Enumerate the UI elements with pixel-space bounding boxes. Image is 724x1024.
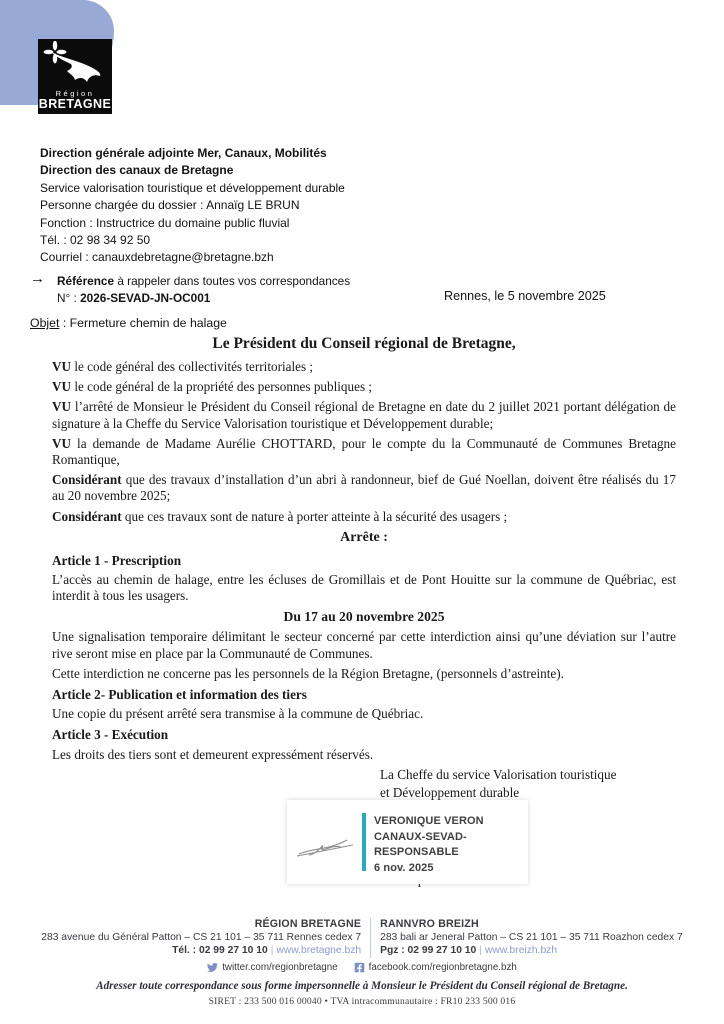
electronic-signature-stamp [287,800,528,884]
objet-text: : Fermeture chemin de halage [59,316,227,330]
considerant-text: que des travaux d’installation d’un abri à randonneur, bief de Gué Noellan, doivent être réalisés du 17 au 20 novembre 2025; [52,472,676,504]
vu-lead: VU [52,359,72,374]
reference-number: 2026-SEVAD-JN-OC001 [80,291,211,305]
vu-text: l’arrêté de Monsieur le Président du Conseil régional de Bretagne en date du 2 juillet 2021 portant délégation de signature à la Cheffe du Service Valorisation touristique et Développement durable; [52,399,676,431]
stamp-name: VERONIQUE VERON [374,815,484,827]
signatory-role-line1: La Cheffe du service Valorisation touristique [380,767,617,782]
footer-social-row [0,962,724,974]
considerant-paragraph [52,472,676,504]
footer-fr-tel: Tél. : 02 99 27 10 10 [172,945,268,957]
place-date-line: Rennes, le 5 novembre 2025 [444,289,606,303]
vu-text: le code général de la propriété des personnes publiques ; [71,379,373,395]
article-1-title: Article 1 - Prescription [52,552,182,568]
stamp-text-block [374,814,528,876]
footer-fr-name: RÉGION BRETAGNE [254,918,362,930]
footer-br-name: RANNVRO BREIZH [380,918,479,930]
sender-fonction: Fonction : Instructrice du domaine public fluvial [40,215,290,230]
considerant-lead: Considérant [52,508,122,524]
considerant-text: que ces travaux sont de nature à porter atteinte à la sécurité des usagers ; [121,508,508,524]
footer-fr-contact [41,944,361,957]
stamp-date: 6 nov. 2025 [374,861,434,874]
footer-siret: SIRET : 233 500 016 00040 • TVA intracommunautaire : FR10 233 500 016 [208,995,516,1007]
region-bretagne-logo [38,39,112,114]
objet-label: Objet [30,316,60,330]
signature-scribble-icon [295,828,361,862]
ermine-icon [38,41,112,93]
sender-service: Service valorisation touristique et développement durable [40,180,345,195]
article-1-paragraph: Cette interdiction ne concerne pas les personnels de la Région Bretagne, (personnels d’astreinte). [52,665,564,681]
article-1-paragraph: Une signalisation temporaire délimitant le secteur concerné par cette interdiction ainsi qu’une déviation sur l’autre rive seront mise en place par la Communauté de Communes. [52,629,676,661]
article-1-dates: Du 17 au 20 novembre 2025 [283,609,445,625]
reference-line [57,274,350,288]
footer-br-address: 283 bali ar Jeneral Patton – CS 21 101 – 35 711 Roazhon cedex 7 [380,932,683,944]
footer-separator: | [270,945,274,957]
logo-region-label: Région [55,89,95,98]
stamp-accent-bar [362,813,366,871]
footer-br-url[interactable]: www.breizh.bzh [484,945,558,957]
sender-telephone: Tél. : 02 98 34 92 50 [40,233,151,248]
courriel-email[interactable]: canauxdebretagne@bretagne.bzh [92,250,274,265]
reference-number-label: N° : [57,291,81,305]
document-body [52,334,676,767]
twitter-icon [207,962,218,973]
footer-separator: | [479,945,482,957]
vu-lead: VU [52,399,72,415]
sender-direction-canaux: Direction des canaux de Bretagne [40,163,234,178]
vu-paragraph [52,436,676,468]
vu-lead: VU [52,379,72,395]
document-title: Le Président du Conseil régional de Bretagne, [212,335,516,352]
considerant-lead: Considérant [52,472,122,488]
signatory-role [380,766,616,801]
vu-lead: VU [52,435,72,451]
vu-text: la demande de Madame Aurélie CHOTTARD, pour le compte du la Communauté de Communes Bretagne Romantique, [52,435,676,468]
signatory-role-line2: et Développement durable [380,784,520,800]
courriel-label: Courriel : [40,250,93,265]
article-2-title: Article 2- Publication et information des tiers [52,687,307,703]
objet-line [30,316,227,330]
footer-br-tel: Pgz : 02 99 27 10 10 [380,945,477,957]
article-2-paragraph: Une copie du présent arrêté sera transmise à la commune de Québriac. [52,706,424,722]
footer-notice: Adresser toute correspondance sous forme impersonnelle à Monsieur le Président du Conseil régional de Bretagne. [96,979,628,992]
facebook-link[interactable] [354,962,517,974]
twitter-handle: twitter.com/regionbretagne [222,961,338,973]
stamp-role: CANAUX-SEVAD-RESPONSABLE [374,830,467,858]
sender-direction-generale: Direction générale adjointe Mer, Canaux, Mobilités [40,146,327,160]
footer-columns [0,918,724,958]
arrow-right-icon: → [30,270,45,287]
article-3-paragraph: Les droits des tiers sont et demeurent expressément réservés. [52,746,374,762]
footer-br-contact [380,944,683,957]
vu-paragraph [52,399,676,431]
sender-courriel-line [40,249,345,266]
arrete-heading: Arrête : [340,529,388,545]
vu-paragraph [52,379,676,395]
article-3-title: Article 3 - Exécution [52,727,169,743]
letterhead-footer [0,918,724,1008]
footer-fr-address: 283 avenue du Général Patton – CS 21 101 – 35 711 Rennes cedex 7 [41,932,362,944]
article-1-paragraph: L’accès au chemin de halage, entre les écluses de Gromillais et de Pont Houitte sur la commune de Québriac, est interdit à tous les usagers. [52,572,676,604]
footer-french-column [41,918,370,958]
reference-text: à rappeler dans toutes vos correspondances [114,274,351,288]
reference-label: Référence [57,274,115,288]
facebook-icon [354,962,365,973]
footer-fr-url[interactable]: www.bretagne.bzh [276,945,362,957]
sender-block [40,145,345,267]
footer-breton-column [370,918,683,958]
considerant-paragraph [52,509,676,525]
sender-personne: Personne chargée du dossier : Annaïg LE BRUN [40,198,300,213]
vu-text: le code général des collectivités territoriales ; [71,359,314,374]
logo-bretagne-label: BRETAGNE [38,97,112,111]
vu-paragraph [52,359,676,375]
reference-number-line [57,291,210,305]
twitter-link[interactable] [207,962,337,974]
facebook-handle: facebook.com/regionbretagne.bzh [368,961,517,973]
